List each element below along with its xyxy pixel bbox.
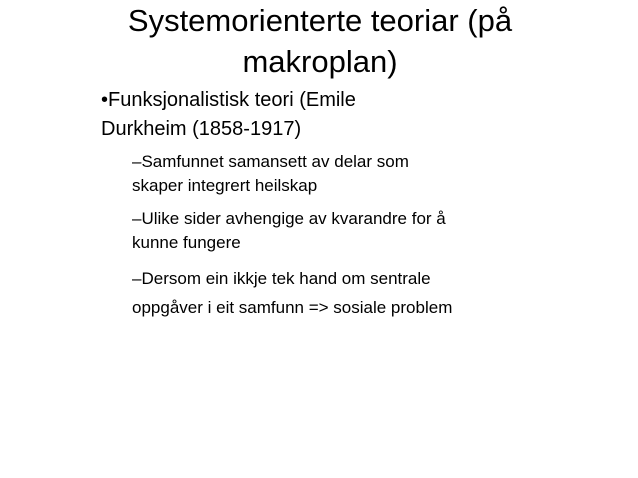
sub-bullet-3-line-2: oppgåver i eit samfunn => sosiale problem	[132, 298, 453, 317]
main-bullet-line-1	[101, 86, 541, 115]
slide-title-line-2: makroplan)	[242, 44, 398, 79]
main-bullet	[101, 86, 541, 144]
bullet-marker: •	[101, 89, 109, 111]
sub-bullet-1-line-2: skaper integrert heilskap	[132, 176, 318, 195]
sub-bullet-2-line-1	[132, 207, 592, 231]
sub-bullet-3	[132, 264, 592, 322]
dash-marker: –	[132, 152, 142, 171]
sub-bullet-1-line-1	[132, 150, 592, 174]
sub-bullet-2	[132, 207, 592, 255]
sub-bullet-3-text-1: Dersom ein ikkje tek hand om sentrale	[141, 269, 431, 288]
sub-bullet-3-line-1	[132, 264, 592, 293]
sub-bullet-1-text-1: Samfunnet samansett av delar som	[141, 152, 409, 171]
dash-marker: –	[132, 269, 142, 288]
sub-bullet-2-line-2: kunne fungere	[132, 233, 241, 252]
sub-bullet-1	[132, 150, 592, 198]
main-bullet-text-1: Funksjonalistisk teori (Emile	[108, 89, 356, 111]
slide-title-line-1: Systemorienterte teoriar (på	[127, 3, 513, 38]
sub-bullet-2-text-1: Ulike sider avhengige av kvarandre for å	[141, 209, 446, 228]
main-bullet-line-2: Durkheim (1858-1917)	[101, 118, 302, 140]
slide-title	[60, 0, 580, 82]
dash-marker: –	[132, 209, 142, 228]
